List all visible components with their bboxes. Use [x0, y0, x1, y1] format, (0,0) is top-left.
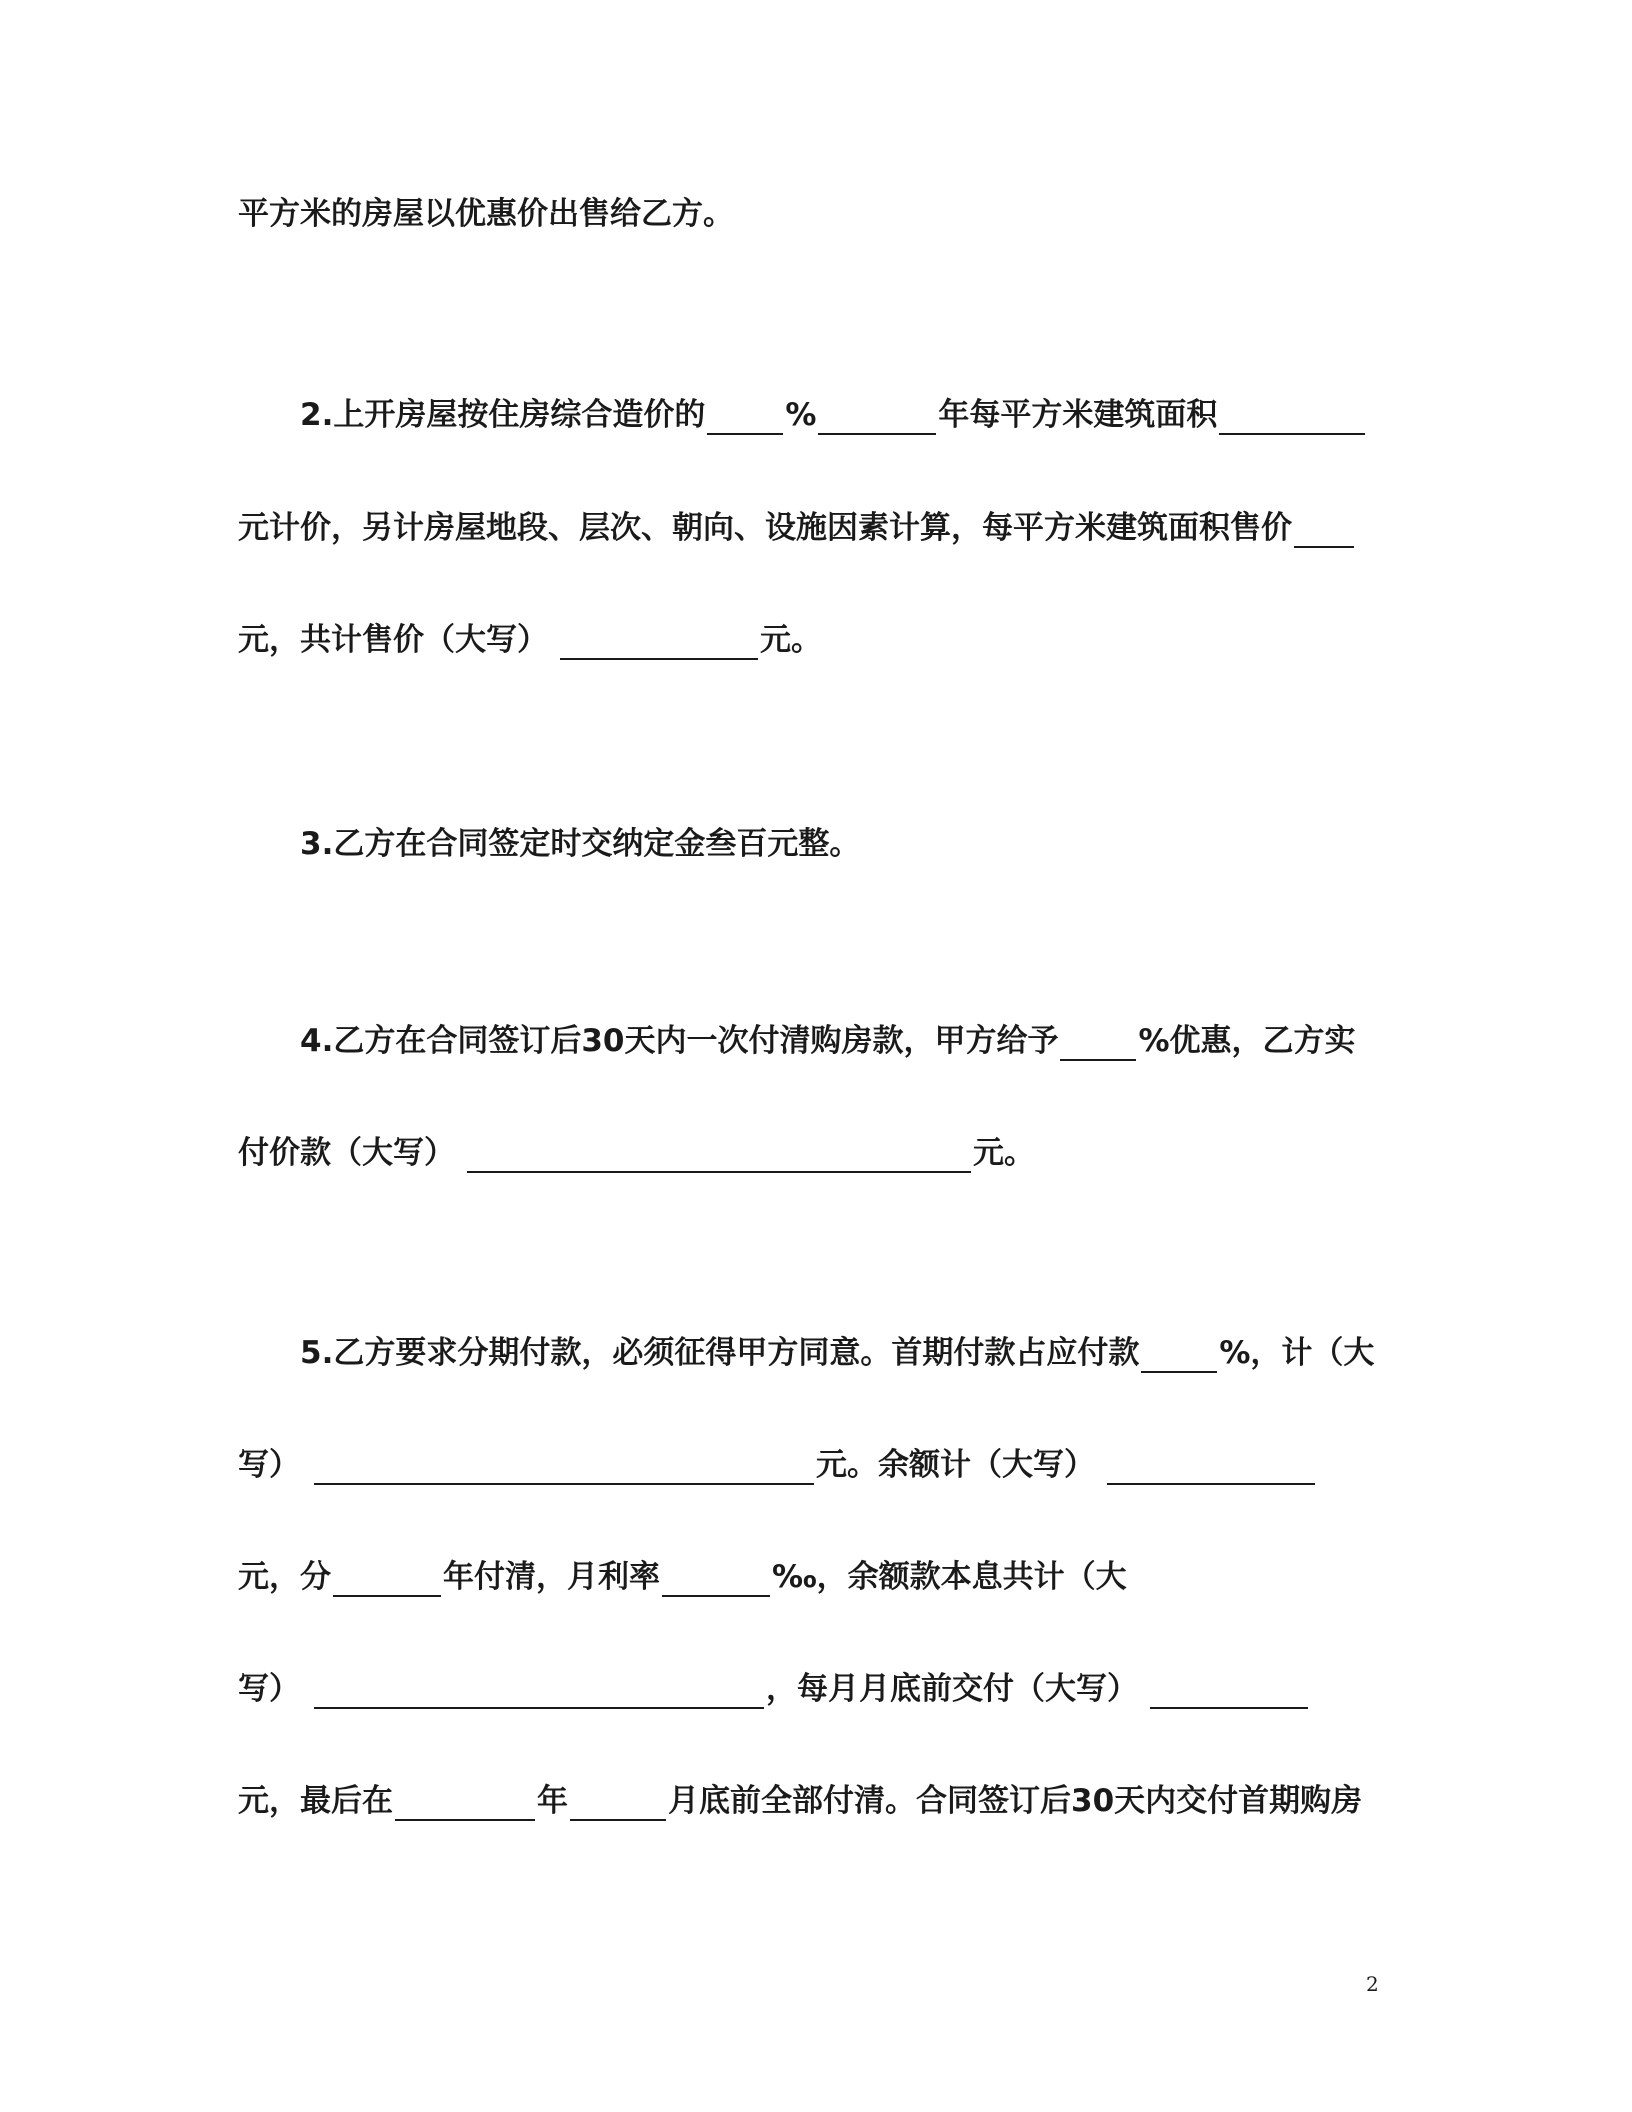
yuan-end-2: 元。	[973, 1135, 1035, 1171]
blank-discount[interactable]	[1060, 1025, 1136, 1061]
yuan-end-1: 元。	[760, 622, 822, 658]
clause-2-area-text: 年每平方米建筑面积	[938, 397, 1218, 433]
write-label-1: 写）	[238, 1447, 300, 1483]
blank-balance-amount[interactable]	[1107, 1449, 1315, 1485]
blank-total-with-interest[interactable]	[314, 1673, 764, 1709]
blank-actual-price[interactable]	[467, 1137, 971, 1173]
interest-rate-label: 年付清，月利率	[443, 1559, 660, 1595]
blank-unit-price[interactable]	[1294, 512, 1354, 548]
blank-area-price[interactable]	[1219, 399, 1365, 435]
clause-5-percent-text: %，计（大	[1219, 1335, 1375, 1371]
clause-5-text: 5.乙方要求分期付款，必须征得甲方同意。首期付款占应付款	[300, 1335, 1140, 1371]
clause-2-start: 2.上开房屋按住房综合造价的	[300, 397, 706, 433]
text-line-6	[300, 1021, 1356, 1061]
text-line-2	[300, 395, 1367, 435]
text-line-3	[238, 508, 1356, 548]
line-1-text: 平方米的房屋以优惠价出售给乙方。	[238, 196, 734, 232]
clause-4-text: 4.乙方在合同签订后30天内一次付清购房款，甲方给予	[300, 1023, 1059, 1059]
final-clause-text: 月底前全部付清。合同签订后30天内交付首期购房	[668, 1783, 1363, 1819]
actual-price-label: 付价款（大写）	[238, 1135, 455, 1171]
text-line-5	[300, 824, 860, 864]
blank-installment-years[interactable]	[333, 1561, 441, 1597]
clause-4-discount-text: %优惠，乙方实	[1138, 1023, 1356, 1059]
blank-down-payment-percent[interactable]	[1141, 1337, 1217, 1373]
blank-final-month[interactable]	[570, 1785, 666, 1821]
text-line-7	[238, 1133, 1035, 1173]
clause-2-pricing-text: 元计价，另计房屋地段、层次、朝向、设施因素计算，每平方米建筑面积售价	[238, 510, 1292, 546]
balance-label: 元。余额计（大写）	[816, 1447, 1095, 1483]
text-line-1	[238, 194, 734, 234]
blank-interest-rate[interactable]	[662, 1561, 770, 1597]
blank-final-year[interactable]	[395, 1785, 535, 1821]
installment-label: 元，分	[238, 1559, 331, 1595]
blank-year[interactable]	[818, 399, 936, 435]
total-price-label: 元，共计售价（大写）	[238, 622, 548, 658]
text-line-12	[238, 1781, 1362, 1821]
final-payment-label: 元，最后在	[238, 1783, 393, 1819]
blank-down-payment-amount[interactable]	[314, 1449, 814, 1485]
monthly-payment-label: ，每月月底前交付（大写）	[766, 1671, 1138, 1707]
blank-total-price[interactable]	[560, 624, 758, 660]
text-line-11	[238, 1669, 1310, 1709]
blank-monthly-payment[interactable]	[1150, 1673, 1308, 1709]
total-interest-label: ‰，余额款本息共计（大	[772, 1559, 1127, 1595]
text-line-4	[238, 620, 822, 660]
clause-3-text: 3.乙方在合同签定时交纳定金叁百元整。	[300, 826, 861, 862]
page-number: 2	[1366, 1972, 1379, 1996]
write-label-2: 写）	[238, 1671, 300, 1707]
year-label: 年	[537, 1783, 568, 1819]
text-line-10	[238, 1557, 1127, 1597]
text-line-8	[300, 1333, 1374, 1373]
percent-sign: %	[785, 397, 817, 433]
blank-percent[interactable]	[707, 399, 783, 435]
text-line-9	[238, 1445, 1317, 1485]
